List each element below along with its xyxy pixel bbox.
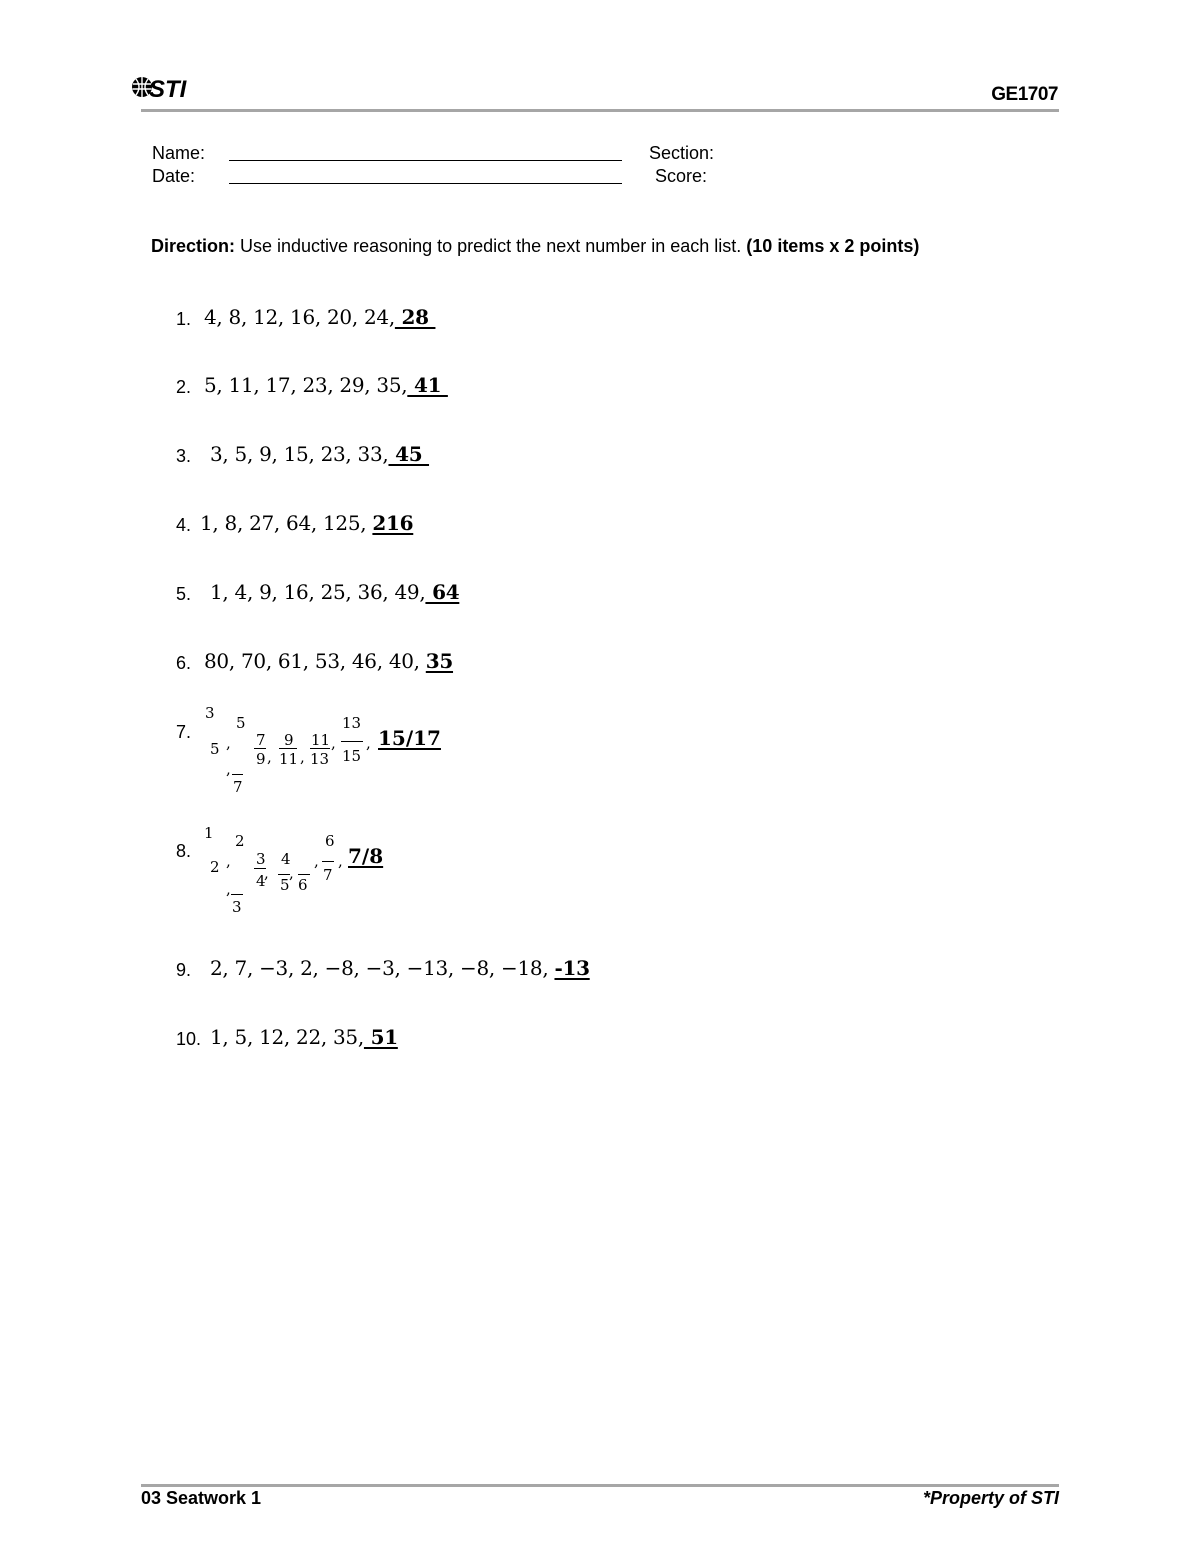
item-9-answer: -13 bbox=[554, 956, 590, 980]
item-8-fraction-1-numerator: 1 bbox=[204, 824, 214, 842]
item-7-fraction-4-denominator: 11 bbox=[279, 750, 299, 768]
item-10-answer: 51 bbox=[363, 1025, 398, 1049]
item-8-fraction-1-denominator: 2 bbox=[210, 858, 220, 876]
course-code: GE1707 bbox=[991, 84, 1058, 105]
direction-body: Use inductive reasoning to predict the next number in each list. bbox=[235, 236, 747, 256]
item-9-sequence: 2, 7, −3, 2, −8, −3, −13, −8, −18, -13 bbox=[210, 956, 590, 980]
sti-logo bbox=[131, 72, 193, 102]
item-3-sequence: 3, 5, 9, 15, 23, 33, 45 bbox=[210, 442, 430, 466]
item-8-fraction-6-denominator: 7 bbox=[323, 866, 333, 884]
direction-text bbox=[151, 236, 919, 257]
item-1-sequence: 4, 8, 12, 16, 20, 24, 28 bbox=[204, 305, 436, 329]
date-label: Date: bbox=[152, 166, 196, 186]
item-1-number: 1. bbox=[176, 309, 192, 329]
name-blank-line[interactable] bbox=[229, 160, 622, 161]
item-8-fraction-2-denominator: 3 bbox=[232, 898, 242, 916]
item-10-sequence: 1, 5, 12, 22, 35, 51 bbox=[210, 1025, 398, 1049]
item-2-answer: 41 bbox=[407, 373, 448, 397]
footer-property-note: *Property of STI bbox=[922, 1488, 1059, 1508]
item-3-answer: 45 bbox=[388, 442, 430, 466]
item-7-fraction-1-numerator: 3 bbox=[205, 704, 215, 722]
item-8-fraction-3-denominator: 4 bbox=[256, 872, 266, 890]
name-label: Name: bbox=[152, 143, 206, 163]
item-4-sequence: 1, 8, 27, 64, 125, 216 bbox=[200, 511, 414, 535]
section-label: Section: bbox=[649, 143, 715, 163]
item-7-fraction-2-bar bbox=[232, 774, 243, 775]
item-8-fraction-2-numerator: 2 bbox=[235, 832, 245, 850]
item-7-answer: 15/17 bbox=[378, 726, 441, 750]
item-6-sequence: 80, 70, 61, 53, 46, 40, 35 bbox=[204, 649, 454, 673]
item-7-fraction-6-numerator: 13 bbox=[342, 714, 362, 732]
item-6-answer: 35 bbox=[425, 649, 454, 673]
item-3-number: 3. bbox=[176, 446, 192, 466]
item-8-fraction-6-numerator: 6 bbox=[325, 832, 335, 850]
item-7-fraction-5-numerator: 11 bbox=[311, 731, 331, 749]
item-6-number: 6. bbox=[176, 653, 192, 673]
item-8-fraction-4-denominator: 5 bbox=[280, 876, 290, 894]
sti-logo-text: STI bbox=[149, 76, 187, 102]
item-7-fraction-2-denominator: 7 bbox=[233, 778, 243, 796]
item-8-answer: 7/8 bbox=[348, 844, 384, 868]
item-2-number: 2. bbox=[176, 377, 192, 397]
item-8-sequence: 1 2 , 2 , 3 3 4 , 4 5 , 6 , 6 7 , 7/8 bbox=[204, 824, 384, 916]
item-7-fraction-3-numerator: 7 bbox=[256, 731, 266, 749]
item-8-fraction-5-denominator: 6 bbox=[298, 876, 308, 894]
sti-globe-logo-icon bbox=[131, 72, 193, 102]
item-10-number: 10. bbox=[176, 1029, 202, 1049]
item-7-sequence: 3 5 , 5 , 7 7 9 , 9 11 , 11 13 , 13 15 , 15/17 bbox=[205, 704, 441, 796]
item-7-fraction-5-denominator: 13 bbox=[310, 750, 330, 768]
item-8-fraction-3-numerator: 3 bbox=[256, 850, 266, 868]
item-8-number: 8. bbox=[176, 841, 192, 861]
item-5-number: 5. bbox=[176, 584, 192, 604]
item-5-sequence: 1, 4, 9, 16, 25, 36, 49, 64 bbox=[210, 580, 460, 604]
item-4-number: 4. bbox=[176, 515, 192, 535]
item-2-sequence: 5, 11, 17, 23, 29, 35, 41 bbox=[204, 373, 448, 397]
footer-title: 03 Seatwork 1 bbox=[141, 1488, 262, 1508]
item-8-fraction-4-numerator: 4 bbox=[281, 850, 291, 868]
item-9-number: 9. bbox=[176, 960, 192, 980]
item-7-fraction-2-numerator: 5 bbox=[236, 714, 246, 732]
item-1-answer: 28 bbox=[394, 305, 436, 329]
score-label: Score: bbox=[655, 166, 708, 186]
footer-divider bbox=[141, 1484, 1059, 1487]
item-7-fraction-4-numerator: 9 bbox=[284, 731, 294, 749]
item-7-fraction-3-denominator: 9 bbox=[256, 750, 266, 768]
item-7-fraction-1-denominator: 5 bbox=[210, 740, 220, 758]
item-7-fraction-6-denominator: 15 bbox=[342, 747, 362, 765]
item-4-answer: 216 bbox=[372, 511, 414, 535]
date-blank-line[interactable] bbox=[229, 183, 622, 184]
item-7-number: 7. bbox=[176, 722, 192, 742]
direction-lead: Direction: bbox=[151, 236, 236, 256]
header-divider bbox=[141, 109, 1059, 112]
item-5-answer: 64 bbox=[425, 580, 460, 604]
direction-points: (10 items x 2 points) bbox=[746, 236, 920, 256]
